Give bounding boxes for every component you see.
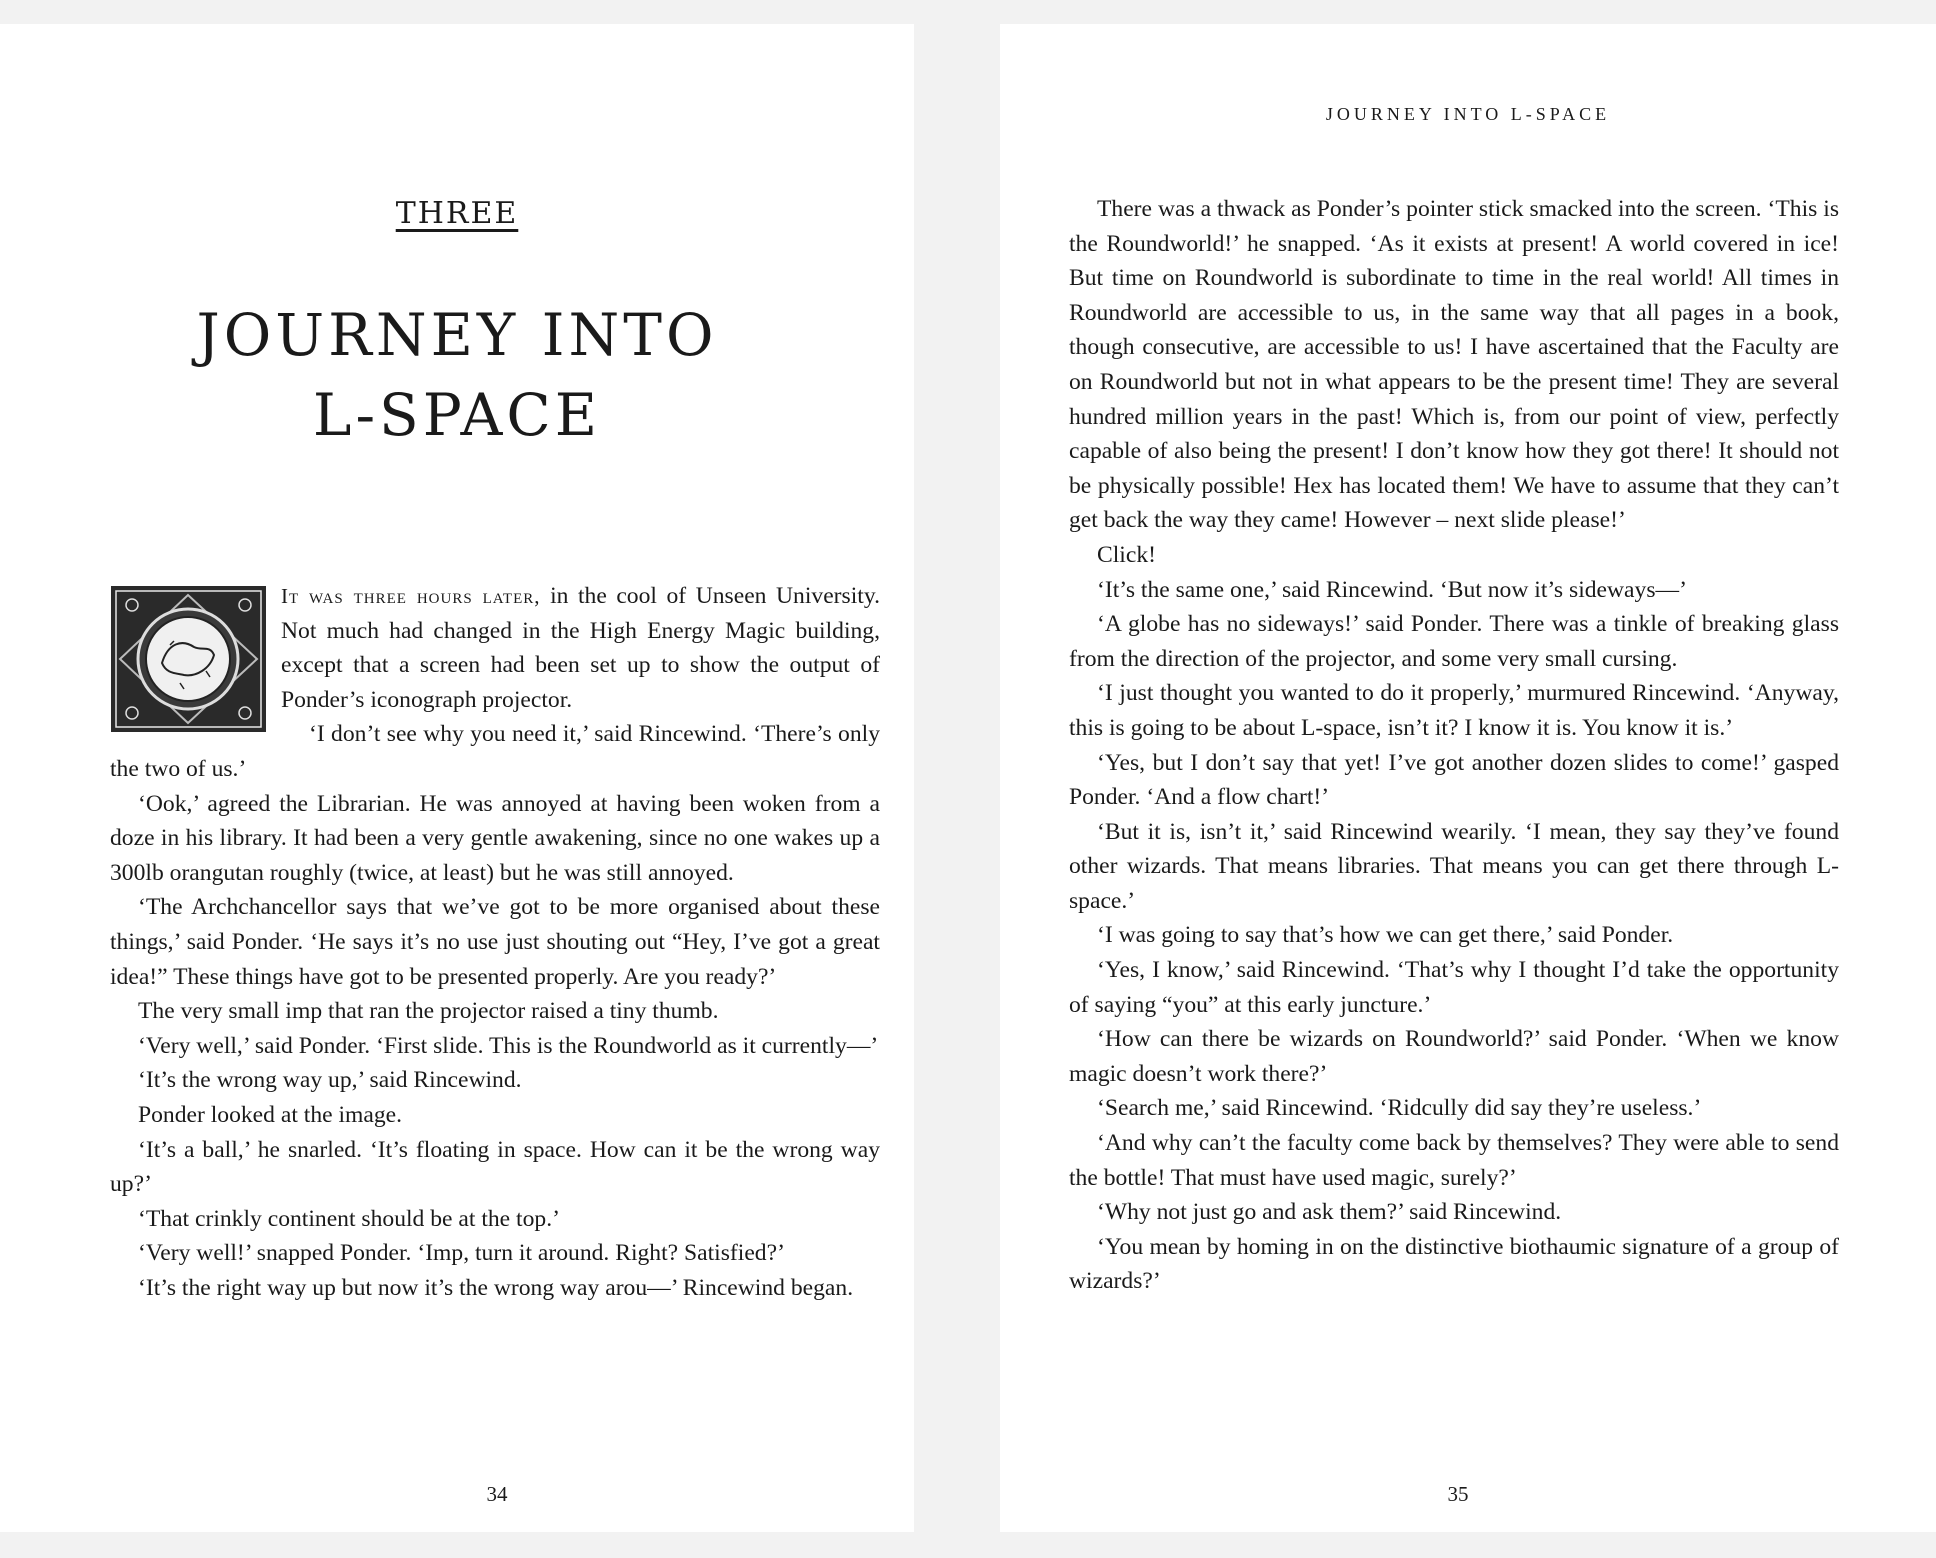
paragraph: ‘And why can’t the faculty come back by themselves? They were able to send the bottle! That must have used magic, surely?’ — [1069, 1130, 1839, 1191]
paragraph: ‘I just thought you wanted to do it properly,’ murmured Rincewind. ‘Anyway, this is going to be about L-space, isn’t it? I know it is. You know it is.’ — [1069, 680, 1839, 741]
running-head: JOURNEY INTO L-SPACE — [1325, 104, 1611, 124]
page-number-right: 35 — [1447, 1482, 1469, 1506]
ornate-globe-dropcap-icon — [110, 585, 267, 733]
paragraph: ‘It’s the wrong way up,’ said Rincewind. — [138, 1067, 522, 1094]
paragraph: ‘It’s the right way up but now it’s the wrong way arou—’ Rincewind began. — [138, 1274, 854, 1301]
page-number-left: 34 — [486, 1482, 508, 1506]
paragraph-text: in the cool of Unseen University. Not much had changed in the High Energy Magic building, except that a screen had been set up to show the output of Ponder’s iconograph projector. — [281, 583, 880, 713]
paragraph: ‘How can there be wizards on Roundworld?’ said Ponder. ‘When we know magic doesn’t work there?’ — [1069, 1026, 1839, 1087]
paragraph — [110, 579, 880, 717]
paragraph: ‘But it is, isn’t it,’ said Rincewind wearily. ‘I mean, they say they’ve found other wizards. That means libraries. That means you can get there through L-space.’ — [1069, 818, 1839, 914]
left-body-text — [110, 579, 880, 1305]
paragraph: ‘That crinkly continent should be at the top.’ — [138, 1205, 560, 1232]
chapter-number: THREE — [395, 196, 519, 231]
chapter-title-line-1: JOURNEY INTO — [196, 300, 718, 369]
paragraph: ‘You mean by homing in on the distinctive biothaumic signature of a group of wizards?’ — [1069, 1233, 1839, 1295]
paragraph: ‘Yes, I know,’ said Rincewind. ‘That’s why I thought I’d take the opportunity of saying “you” at this early juncture.’ — [1069, 957, 1839, 1018]
chapter-title-line-2: L-SPACE — [312, 380, 602, 449]
right-body-text — [1069, 192, 1839, 1299]
paragraph: ‘I don’t see why you need it,’ said Rincewind. ‘There’s only the two of us.’ — [110, 721, 880, 782]
paragraph: ‘Ook,’ agreed the Librarian. He was annoyed at having been woken from a doze in his library. It had been a very gentle awakening, since no one wakes up a 300lb orangutan roughly (twice, at least) but he was still annoyed. — [110, 790, 880, 886]
paragraph: ‘It’s a ball,’ he snarled. ‘It’s floating in space. How can it be the wrong way up?’ — [110, 1136, 880, 1198]
left-page — [0, 24, 914, 1532]
paragraph: ‘Why not just go and ask them?’ said Rincewind. — [1097, 1199, 1562, 1226]
paragraph: Ponder looked at the image. — [138, 1101, 403, 1128]
right-page — [1000, 24, 1936, 1532]
paragraph: ‘A globe has no sideways!’ said Ponder. There was a tinkle of breaking glass from the direction of the projector, and some very small cursing. — [1069, 611, 1839, 672]
paragraph: Click! — [1097, 541, 1156, 568]
paragraph: ‘Search me,’ said Rincewind. ‘Ridcully did say they’re useless.’ — [1097, 1095, 1702, 1122]
paragraph: ‘The Archchancellor says that we’ve got to be more organised about these things,’ said Ponder. ‘He says it’s no use just shouting out “Hey, I’ve got a great idea!” These things have got to be presented properly. Are you ready?’ — [110, 894, 880, 990]
paragraph: There was a thwack as Ponder’s pointer stick smacked into the screen. ‘This is the Roundworld!’ he snapped. ‘As it exists at present! A world covered in ice! But time on Roundworld is subordinate to time in the real world! All times in Roundworld are accessible to us, in the same way that all pages in a book, though consecutive, are accessible to us! I have ascertained that the Faculty are on Roundworld but not in what appears to be the present time! They are several hundred million years in the past! Which is, from our point of view, perfectly capable of also being the present! I don’t know how they got there! It should not be physically possible! Hex has located them! We have to assume that they can’t get back the way they came! However – next slide please!’ — [1069, 196, 1839, 534]
lead-in-smallcaps: It was three hours later, — [281, 584, 541, 608]
paragraph: ‘It’s the same one,’ said Rincewind. ‘But now it’s sideways—’ — [1097, 576, 1687, 603]
paragraph: ‘I was going to say that’s how we can get there,’ said Ponder. — [1097, 922, 1674, 949]
paragraph: ‘Very well!’ snapped Ponder. ‘Imp, turn it around. Right? Satisfied?’ — [138, 1240, 785, 1267]
paragraph: ‘Yes, but I don’t say that yet! I’ve got another dozen slides to come!’ gasped Ponder. ‘And a flow chart!’ — [1069, 749, 1839, 811]
paragraph: The very small imp that ran the projector raised a tiny thumb. — [138, 998, 719, 1025]
paragraph: ‘Very well,’ said Ponder. ‘First slide. This is the Roundworld as it currently—’ — [138, 1032, 879, 1059]
chapter-title — [0, 295, 914, 455]
